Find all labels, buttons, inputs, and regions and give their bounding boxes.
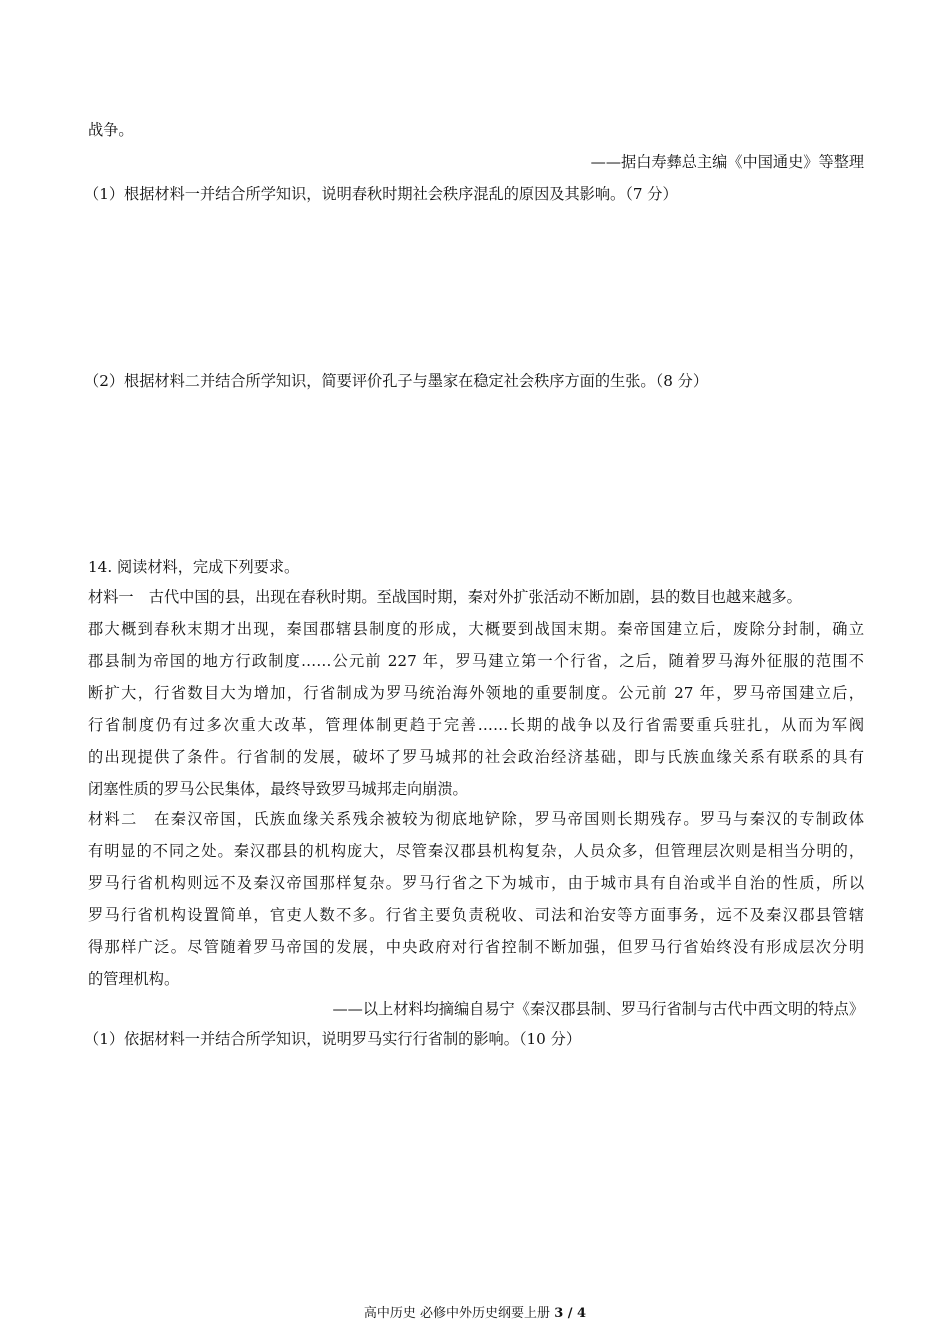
question-14-1: （1）依据材料一并结合所学知识，说明罗马实行行省制的影响。（10 分） [84, 1030, 582, 1048]
material-2-line: 得那样广泛。尽管随着罗马帝国的发展，中央政府对行省控制不断加强，但罗马行省始终没有形成层次分明 [88, 938, 864, 956]
material-continuation: 战争。 [88, 121, 134, 139]
material-2-line: 有明显的不同之处。秦汉郡县的机构庞大，尽管秦汉郡县机构复杂，人员众多，但管理层次则是相当分明的， [88, 842, 864, 860]
page-number: 3 / 4 [554, 1306, 587, 1321]
material-1-line: 的出现提供了条件。行省制的发展，破坏了罗马城邦的社会政治经济基础，即与氏族血缘关系有联系的具有 [88, 748, 864, 766]
question-1: （1）根据材料一并结合所学知识，说明春秋时期社会秩序混乱的原因及其影响。（7 分） [84, 185, 678, 203]
page-footer [0, 1305, 950, 1323]
question-14-heading: 14. 阅读材料，完成下列要求。 [88, 558, 300, 576]
material-1-line: 闭塞性质的罗马公民集体，最终导致罗马城邦走向崩溃。 [88, 780, 468, 798]
material-14-source: ——以上材料均摘编自易宁《秦汉郡县制、罗马行省制与古代中西文明的特点》 [332, 1000, 864, 1018]
material-2-line: 罗马行省机构设置简单，官吏人数不多。行省主要负责税收、司法和治安等方面事务，远不及秦汉郡县管辖 [88, 906, 864, 924]
question-2: （2）根据材料二并结合所学知识，简要评价孔子与墨家在稳定社会秩序方面的生张。（8 分） [84, 372, 709, 390]
footer-label: 高中历史 必修中外历史纲要上册 [363, 1306, 551, 1321]
material-1-line: 郡大概到春秋末期才出现，秦国郡辖县制度的形成，大概要到战国末期。秦帝国建立后，废除分封制，确立 [88, 620, 864, 638]
material-2-line: 的管理机构。 [88, 970, 180, 988]
material-2-line: 材料二 在秦汉帝国，氏族血缘关系残余被较为彻底地铲除，罗马帝国则长期残存。罗马与秦汉的专制政体 [88, 810, 864, 828]
material-source: ——据白寿彝总主编《中国通史》等整理 [590, 153, 864, 171]
material-1-line: 材料一 古代中国的县，出现在春秋时期。至战国时期，秦对外扩张活动不断加剧，县的数目也越来越多。 [88, 588, 802, 606]
material-1-line: 断扩大，行省数目大为增加，行省制成为罗马统治海外领地的重要制度。公元前 27 年，罗马帝国建立后， [88, 684, 864, 702]
material-1-line: 行省制度仍有过多次重大改革，管理体制更趋于完善……长期的战争以及行省需要重兵驻扎，从而为军阀 [88, 716, 864, 734]
material-1-line: 郡县制为帝国的地方行政制度……公元前 227 年，罗马建立第一个行省，之后，随着罗马海外征服的范围不 [88, 652, 864, 670]
material-2-line: 罗马行省机构则远不及秦汉帝国那样复杂。罗马行省之下为城市，由于城市具有自治或半自治的性质，所以 [88, 874, 864, 892]
